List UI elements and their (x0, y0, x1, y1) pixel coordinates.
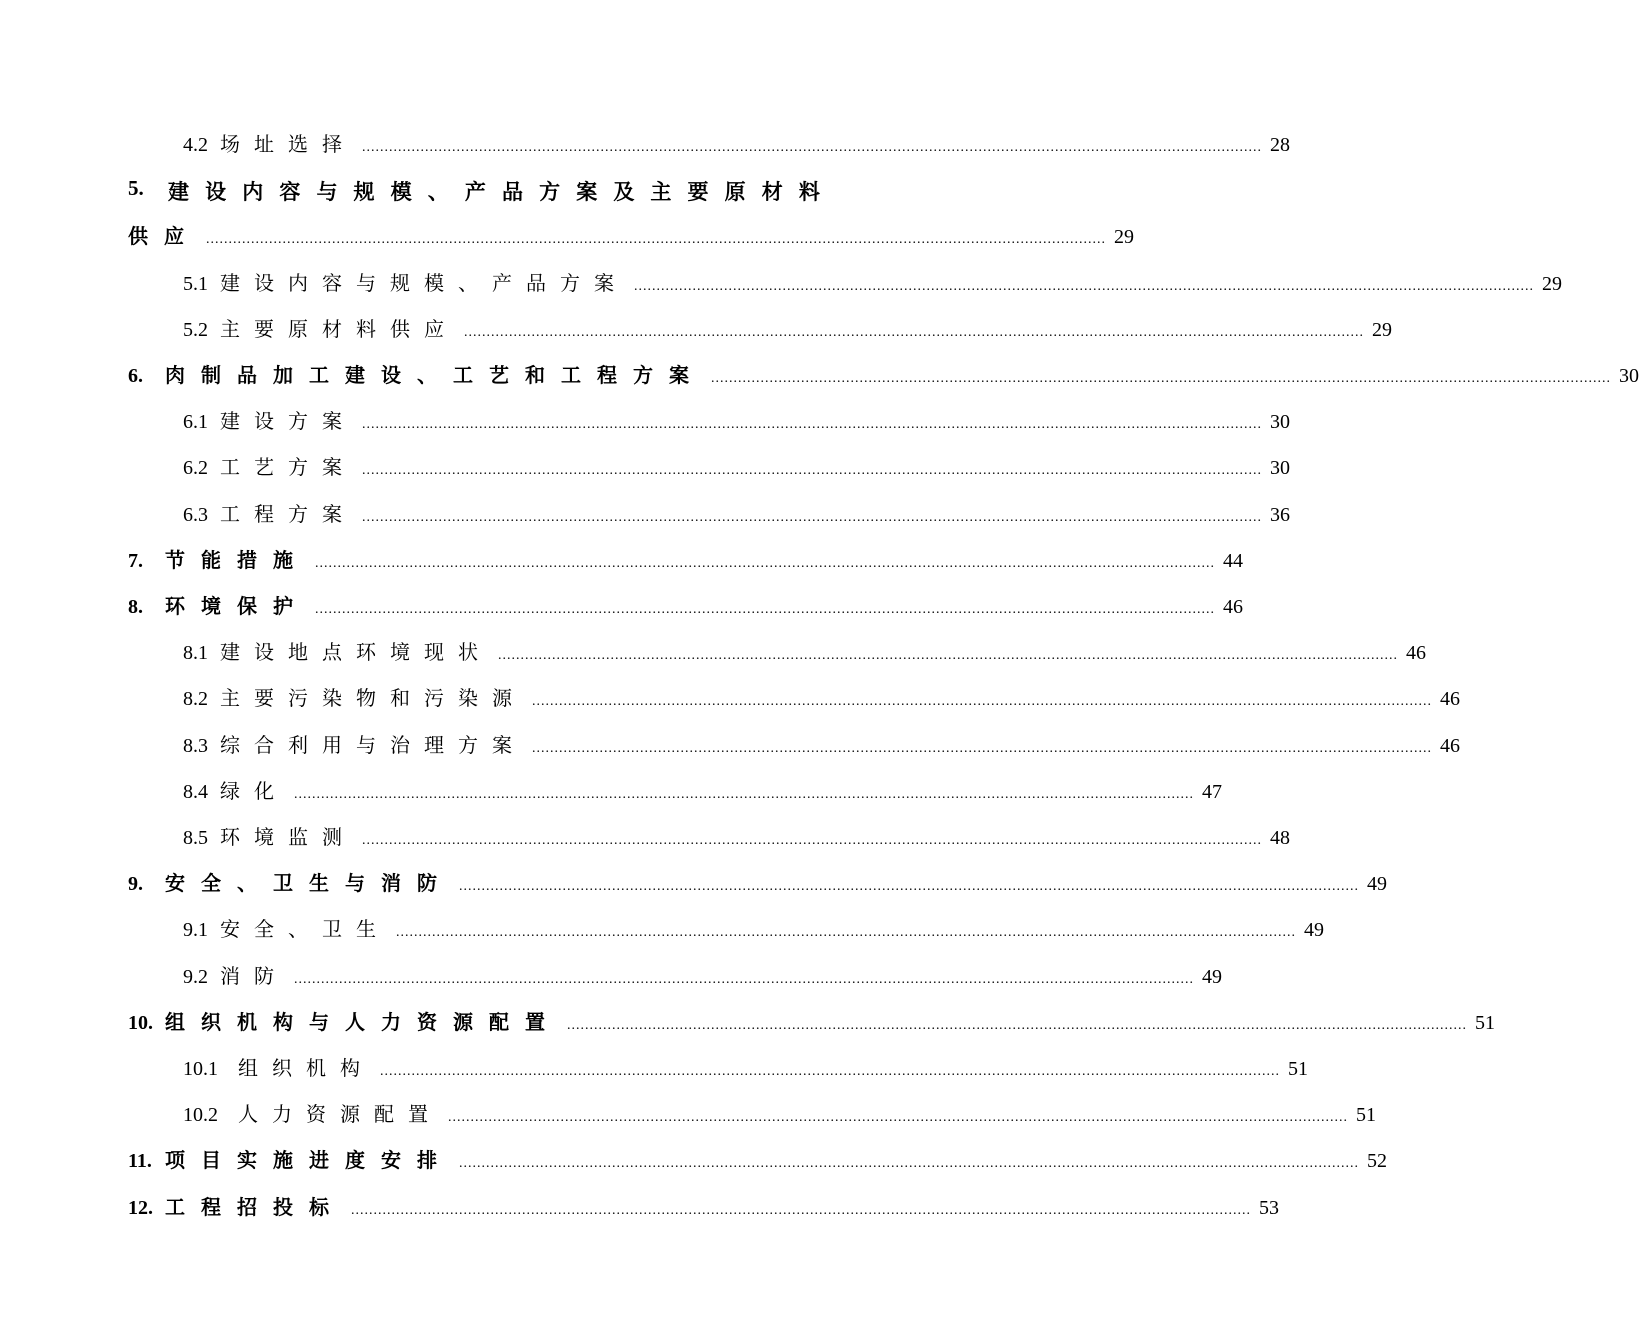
toc-leader-dots: ........................................................................................................................................................................................................ (711, 371, 1611, 386)
toc-title: 建设方案 (220, 409, 356, 434)
toc-leader-dots: ........................................................................................................................................................................................................ (294, 786, 1194, 802)
toc-page-number: 49 (1202, 965, 1222, 988)
toc-leader-dots: ........................................................................................................................................................................................................ (351, 1202, 1251, 1218)
toc-title: 环境保护 (165, 594, 309, 618)
toc-number: 8. (128, 596, 143, 618)
toc-label (183, 775, 288, 804)
toc-entry-17[interactable] (183, 913, 1324, 943)
toc-page-number: 51 (1356, 1104, 1376, 1127)
toc-page-number: 51 (1288, 1058, 1308, 1080)
toc-page-number: 49 (1304, 919, 1324, 942)
toc-page-number: 49 (1367, 873, 1387, 896)
toc-entry-12[interactable] (183, 682, 1460, 712)
toc-number: 9.1 (183, 919, 208, 942)
toc-page-number: 51 (1475, 1011, 1495, 1034)
toc-label (183, 313, 458, 342)
toc-title: 组织机构与人力资源配置 (165, 1009, 561, 1034)
toc-number: 4.2 (183, 134, 208, 156)
toc-leader-dots: ........................................................................................................................................................................................................ (380, 1064, 1280, 1079)
toc-title: 场址选择 (220, 132, 356, 156)
toc-number: 10.1 (183, 1058, 218, 1080)
toc-page-number: 29 (1372, 318, 1392, 341)
toc-number: 11. (128, 1150, 152, 1173)
toc-page-number: 46 (1440, 688, 1460, 711)
toc-leader-dots: ........................................................................................................................................................................................................ (362, 833, 1262, 848)
toc-entry-11[interactable] (183, 636, 1426, 666)
toc-label (128, 1006, 561, 1035)
toc-label (183, 682, 526, 711)
toc-entry-1[interactable] (128, 176, 820, 206)
toc-leader-dots: ........................................................................................................................................................................................................ (498, 648, 1398, 664)
toc-label (128, 220, 200, 249)
toc-number: 5.1 (183, 272, 208, 295)
toc-number: 9. (128, 873, 143, 896)
toc-title: 工程招投标 (165, 1194, 345, 1219)
toc-page-number: 46 (1223, 596, 1243, 618)
toc-page-number: 48 (1270, 827, 1290, 849)
toc-title: 人力资源配置 (238, 1102, 442, 1127)
toc-title: 主要污染物和污染源 (220, 686, 526, 711)
toc-number: 6.1 (183, 411, 208, 434)
toc-label (183, 821, 356, 850)
toc-entry-21[interactable] (183, 1098, 1376, 1128)
toc-leader-dots: ........................................................................................................................................................................................................ (448, 1110, 1348, 1126)
toc-number: 8.1 (183, 642, 208, 665)
toc-leader-dots: ........................................................................................................................................................................................................ (396, 925, 1296, 941)
toc-label (183, 729, 526, 758)
toc-leader-dots: ........................................................................................................................................................................................................ (459, 1156, 1359, 1172)
toc-number: 6.3 (183, 503, 208, 526)
toc-leader-dots: ........................................................................................................................................................................................................ (362, 463, 1262, 479)
toc-number: 12. (128, 1196, 153, 1219)
toc-number: 8.4 (183, 780, 208, 803)
toc-label (183, 128, 356, 157)
toc-label (183, 498, 356, 527)
toc-title: 安全、卫生与消防 (165, 871, 453, 896)
toc-number: 5. (128, 176, 144, 201)
toc-entry-16[interactable] (128, 867, 1387, 897)
toc-page-number: 53 (1259, 1196, 1279, 1219)
toc-entry-0[interactable] (183, 128, 1290, 158)
toc-leader-dots: ........................................................................................................................................................................................................ (567, 1017, 1467, 1033)
toc-title: 组织机构 (238, 1056, 374, 1080)
toc-page-number: 30 (1270, 411, 1290, 434)
toc-entry-6[interactable] (183, 405, 1290, 435)
toc-label (128, 1191, 345, 1220)
toc-label (183, 451, 356, 480)
toc-leader-dots: ........................................................................................................................................................................................................ (459, 879, 1359, 895)
toc-leader-dots: ........................................................................................................................................................................................................ (362, 417, 1262, 433)
toc-label (128, 867, 453, 896)
toc-label (183, 636, 492, 665)
toc-label (183, 913, 390, 942)
toc-entry-13[interactable] (183, 729, 1460, 759)
toc-entry-23[interactable] (128, 1191, 1279, 1221)
toc-page-number: 47 (1202, 780, 1222, 803)
toc-entry-7[interactable] (183, 451, 1290, 481)
toc-label (183, 1098, 442, 1127)
toc-entry-18[interactable] (183, 960, 1222, 990)
toc-number: 10.2 (183, 1104, 218, 1127)
toc-title: 消防 (220, 963, 288, 988)
toc-entry-3[interactable] (183, 267, 1562, 297)
toc-title: 绿化 (220, 778, 288, 803)
toc-number: 5.2 (183, 318, 208, 341)
toc-title: 工程方案 (220, 501, 356, 526)
toc-entry-14[interactable] (183, 775, 1222, 805)
toc-leader-dots: ........................................................................................................................................................................................................ (362, 509, 1262, 525)
toc-leader-dots: ........................................................................................................................................................................................................ (206, 232, 1106, 248)
toc-entry-8[interactable] (183, 498, 1290, 528)
toc-number: 6. (128, 365, 143, 387)
toc-leader-dots: ........................................................................................................................................................................................................ (532, 740, 1432, 756)
toc-title: 肉制品加工建设、工艺和工程方案 (165, 363, 705, 387)
toc-leader-dots: ........................................................................................................................................................................................................ (315, 555, 1215, 571)
toc-label (128, 544, 309, 573)
toc-label (183, 1052, 374, 1081)
toc-title: 项目实施进度安排 (165, 1148, 453, 1173)
toc-number: 8.2 (183, 688, 208, 711)
toc-entry-5[interactable] (128, 359, 1639, 389)
toc-leader-dots: ........................................................................................................................................................................................................ (532, 694, 1432, 710)
toc-title: 建设地点环境现状 (220, 640, 492, 665)
toc-number: 8.3 (183, 734, 208, 757)
toc-entry-22[interactable] (128, 1144, 1387, 1174)
toc-title: 环境监测 (220, 825, 356, 849)
toc-page-number: 46 (1440, 734, 1460, 757)
toc-title: 工艺方案 (220, 455, 356, 480)
toc-label (128, 590, 309, 619)
toc-entry-15[interactable] (183, 821, 1290, 851)
toc-entry-10[interactable] (128, 590, 1243, 620)
toc-entry-19[interactable] (128, 1006, 1495, 1036)
toc-label (183, 960, 288, 989)
toc-title: 建 设 内 容 与 规 模 、 产 品 方 案 及 主 要 原 材 料 (168, 180, 820, 205)
toc-page-number: 52 (1367, 1150, 1387, 1173)
toc-title: 节能措施 (165, 547, 309, 572)
toc-title: 综合利用与治理方案 (220, 732, 526, 757)
toc-title: 主要原材料供应 (220, 316, 458, 341)
toc-number: 6.2 (183, 457, 208, 480)
toc-entry-9[interactable] (128, 544, 1243, 574)
toc-number: 8.5 (183, 827, 208, 849)
toc-title: 建设内容与规模、产品方案 (220, 270, 628, 295)
toc-title: 安全、卫生 (220, 917, 390, 942)
toc-page-number: 36 (1270, 503, 1290, 526)
toc-number: 7. (128, 549, 143, 572)
toc-page-number: 28 (1270, 134, 1290, 156)
toc-leader-dots: ........................................................................................................................................................................................................ (634, 278, 1534, 294)
toc-leader-dots: ........................................................................................................................................................................................................ (315, 602, 1215, 617)
toc-entry-20[interactable] (183, 1052, 1308, 1082)
toc-label (128, 1144, 453, 1173)
toc-page-number: 30 (1619, 365, 1639, 387)
toc-leader-dots: ........................................................................................................................................................................................................ (362, 140, 1262, 155)
toc-label (183, 405, 356, 434)
toc-page-number: 46 (1406, 642, 1426, 665)
toc-page-number: 44 (1223, 549, 1243, 572)
toc-entry-2[interactable] (128, 220, 1134, 250)
toc-page-number: 29 (1114, 226, 1134, 249)
toc-number: 10. (128, 1011, 153, 1034)
toc-label (183, 267, 628, 296)
toc-page-number: 29 (1542, 272, 1562, 295)
toc-entry-4[interactable] (183, 313, 1392, 343)
toc-number: 9.2 (183, 965, 208, 988)
toc-label (128, 359, 705, 388)
toc-leader-dots: ........................................................................................................................................................................................................ (294, 971, 1194, 987)
toc-title: 供应 (128, 224, 200, 249)
toc-leader-dots: ........................................................................................................................................................................................................ (464, 324, 1364, 340)
toc-page-number: 30 (1270, 457, 1290, 480)
